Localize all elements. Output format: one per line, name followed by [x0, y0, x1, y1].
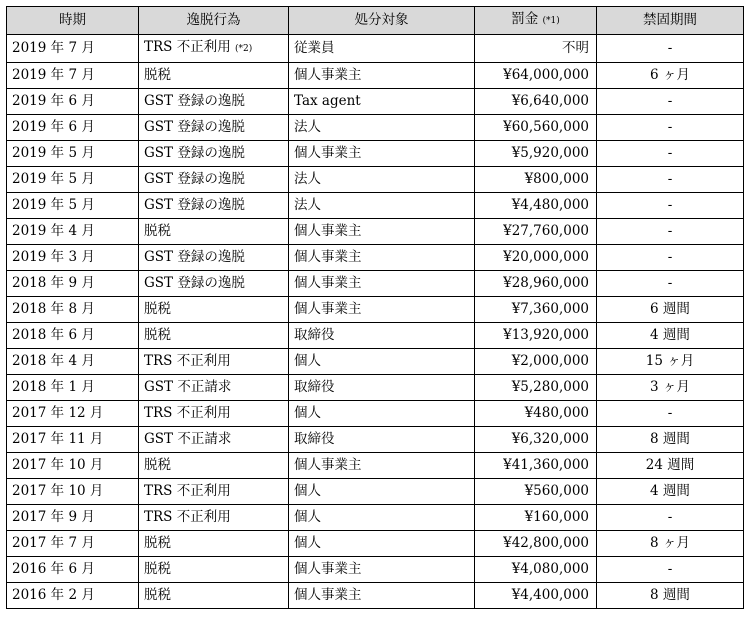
table-row [7, 63, 744, 89]
cell-term: - [597, 141, 744, 167]
cell-act [139, 505, 289, 531]
cell-fine: ¥5,920,000 [475, 141, 597, 167]
cell-fine: ¥5,280,000 [475, 375, 597, 401]
cell-fine: ¥480,000 [475, 401, 597, 427]
cell-target: 法人 [289, 193, 475, 219]
cell-term: 4 週間 [597, 323, 744, 349]
table-row [7, 89, 744, 115]
cell-target: 個人 [289, 401, 475, 427]
cell-term: - [597, 89, 744, 115]
cell-act [139, 427, 289, 453]
cell-target: 個人事業主 [289, 219, 475, 245]
cell-date: 2018 年 4 月 [7, 349, 139, 375]
cell-act [139, 479, 289, 505]
cell-act-text: GST 不正請求 [144, 379, 232, 395]
cell-target: 個人事業主 [289, 557, 475, 583]
cell-fine: ¥42,800,000 [475, 531, 597, 557]
cell-fine: ¥6,640,000 [475, 89, 597, 115]
cell-date: 2016 年 2 月 [7, 583, 139, 609]
cell-act-text: 脱税 [144, 587, 171, 603]
cell-act [139, 219, 289, 245]
cell-fine: ¥60,560,000 [475, 115, 597, 141]
cell-act [139, 271, 289, 297]
cell-term: 3 ヶ月 [597, 375, 744, 401]
cell-fine: ¥560,000 [475, 479, 597, 505]
cell-act-text: TRS 不正利用 [144, 39, 231, 55]
cell-act-text: 脱税 [144, 327, 171, 343]
cell-term: 24 週間 [597, 453, 744, 479]
cell-target: 個人事業主 [289, 271, 475, 297]
cell-term: - [597, 505, 744, 531]
table-row [7, 141, 744, 167]
header-fine-note: (*1) [542, 16, 560, 26]
cell-fine: ¥7,360,000 [475, 297, 597, 323]
cell-term: 8 週間 [597, 583, 744, 609]
table-row [7, 115, 744, 141]
cell-act-text: GST 登録の逸脱 [144, 197, 245, 213]
cell-date: 2017 年 11 月 [7, 427, 139, 453]
cell-date: 2017 年 12 月 [7, 401, 139, 427]
cell-term: - [597, 115, 744, 141]
cell-target: Tax agent [289, 89, 475, 115]
cell-term: 4 週間 [597, 479, 744, 505]
header-act: 逸脱行為 [139, 7, 289, 35]
cell-fine: ¥41,360,000 [475, 453, 597, 479]
cell-act-text: GST 不正請求 [144, 431, 232, 447]
cell-term: - [597, 35, 744, 63]
table-header-row [7, 7, 744, 35]
cell-date: 2017 年 9 月 [7, 505, 139, 531]
cell-act [139, 115, 289, 141]
cell-target: 法人 [289, 167, 475, 193]
table-row [7, 427, 744, 453]
cell-date: 2019 年 5 月 [7, 141, 139, 167]
table-row [7, 505, 744, 531]
cell-term: - [597, 271, 744, 297]
cell-target: 個人事業主 [289, 141, 475, 167]
cell-date: 2019 年 5 月 [7, 167, 139, 193]
cell-target: 個人事業主 [289, 583, 475, 609]
cell-fine: 不明 [475, 35, 597, 63]
cell-target: 取締役 [289, 427, 475, 453]
header-term: 禁固期間 [597, 7, 744, 35]
cell-term: - [597, 245, 744, 271]
cell-date: 2018 年 6 月 [7, 323, 139, 349]
cell-target: 個人事業主 [289, 453, 475, 479]
table-row [7, 453, 744, 479]
cell-date: 2018 年 1 月 [7, 375, 139, 401]
cell-date: 2018 年 8 月 [7, 297, 139, 323]
cell-act-text: TRS 不正利用 [144, 509, 231, 525]
cell-fine: ¥4,400,000 [475, 583, 597, 609]
cell-fine: ¥64,000,000 [475, 63, 597, 89]
cell-act [139, 193, 289, 219]
cell-act [139, 531, 289, 557]
table-row [7, 245, 744, 271]
cell-term: 8 週間 [597, 427, 744, 453]
cell-target: 法人 [289, 115, 475, 141]
header-fine [475, 7, 597, 35]
cell-fine: ¥6,320,000 [475, 427, 597, 453]
cell-term: - [597, 167, 744, 193]
cell-target: 個人 [289, 531, 475, 557]
cell-target: 取締役 [289, 323, 475, 349]
header-date: 時期 [7, 7, 139, 35]
cell-act [139, 323, 289, 349]
cell-date: 2019 年 4 月 [7, 219, 139, 245]
cell-fine: ¥160,000 [475, 505, 597, 531]
cell-act-text: GST 登録の逸脱 [144, 145, 245, 161]
cell-act [139, 401, 289, 427]
cell-act [139, 89, 289, 115]
cell-date: 2019 年 7 月 [7, 63, 139, 89]
cell-fine: ¥20,000,000 [475, 245, 597, 271]
cell-term: 6 ヶ月 [597, 63, 744, 89]
cell-date: 2019 年 6 月 [7, 115, 139, 141]
cell-act [139, 297, 289, 323]
cell-act [139, 35, 289, 63]
cell-act-note: (*2) [235, 44, 253, 54]
cell-act [139, 557, 289, 583]
cell-date: 2017 年 10 月 [7, 479, 139, 505]
table-row [7, 349, 744, 375]
header-target: 処分対象 [289, 7, 475, 35]
header-fine-label: 罰金 [511, 11, 539, 27]
cell-date: 2019 年 6 月 [7, 89, 139, 115]
table-row [7, 375, 744, 401]
cell-target: 個人事業主 [289, 297, 475, 323]
cell-date: 2016 年 6 月 [7, 557, 139, 583]
cell-date: 2017 年 10 月 [7, 453, 139, 479]
cell-date: 2019 年 5 月 [7, 193, 139, 219]
cell-act-text: TRS 不正利用 [144, 353, 231, 369]
table-body [7, 35, 744, 609]
cell-fine: ¥4,480,000 [475, 193, 597, 219]
penalty-table [6, 6, 744, 609]
cell-target: 取締役 [289, 375, 475, 401]
table-row [7, 297, 744, 323]
cell-fine: ¥27,760,000 [475, 219, 597, 245]
cell-act [139, 375, 289, 401]
cell-act [139, 453, 289, 479]
cell-target: 個人 [289, 349, 475, 375]
cell-fine: ¥4,080,000 [475, 557, 597, 583]
table-row [7, 193, 744, 219]
cell-act-text: GST 登録の逸脱 [144, 249, 245, 265]
cell-act-text: GST 登録の逸脱 [144, 171, 245, 187]
table-row [7, 167, 744, 193]
cell-act [139, 63, 289, 89]
cell-target: 個人事業主 [289, 245, 475, 271]
cell-act-text: GST 登録の逸脱 [144, 275, 245, 291]
cell-target: 個人 [289, 505, 475, 531]
cell-term: - [597, 193, 744, 219]
table-row [7, 323, 744, 349]
cell-act-text: 脱税 [144, 223, 171, 239]
cell-fine: ¥28,960,000 [475, 271, 597, 297]
cell-date: 2019 年 3 月 [7, 245, 139, 271]
table-row [7, 583, 744, 609]
cell-act-text: TRS 不正利用 [144, 483, 231, 499]
table-row [7, 531, 744, 557]
cell-act [139, 167, 289, 193]
cell-act-text: 脱税 [144, 535, 171, 551]
cell-target: 従業員 [289, 35, 475, 63]
cell-act [139, 245, 289, 271]
cell-target: 個人 [289, 479, 475, 505]
cell-term: - [597, 219, 744, 245]
cell-act-text: 脱税 [144, 67, 171, 83]
cell-act-text: TRS 不正利用 [144, 405, 231, 421]
cell-act-text: 脱税 [144, 301, 171, 317]
cell-fine: ¥2,000,000 [475, 349, 597, 375]
penalty-table-container [6, 6, 744, 609]
cell-fine: ¥13,920,000 [475, 323, 597, 349]
cell-act-text: GST 登録の逸脱 [144, 93, 245, 109]
cell-act-text: 脱税 [144, 561, 171, 577]
table-row [7, 479, 744, 505]
table-row [7, 35, 744, 63]
cell-act [139, 583, 289, 609]
table-row [7, 557, 744, 583]
cell-term: 6 週間 [597, 297, 744, 323]
cell-fine: ¥800,000 [475, 167, 597, 193]
table-row [7, 401, 744, 427]
cell-term: 8 ヶ月 [597, 531, 744, 557]
cell-term: 15 ヶ月 [597, 349, 744, 375]
cell-date: 2018 年 9 月 [7, 271, 139, 297]
table-row [7, 219, 744, 245]
cell-target: 個人事業主 [289, 63, 475, 89]
cell-date: 2019 年 7 月 [7, 35, 139, 63]
cell-date: 2017 年 7 月 [7, 531, 139, 557]
cell-act-text: GST 登録の逸脱 [144, 119, 245, 135]
cell-act [139, 349, 289, 375]
cell-term: - [597, 557, 744, 583]
cell-act [139, 141, 289, 167]
cell-term: - [597, 401, 744, 427]
table-row [7, 271, 744, 297]
cell-act-text: 脱税 [144, 457, 171, 473]
